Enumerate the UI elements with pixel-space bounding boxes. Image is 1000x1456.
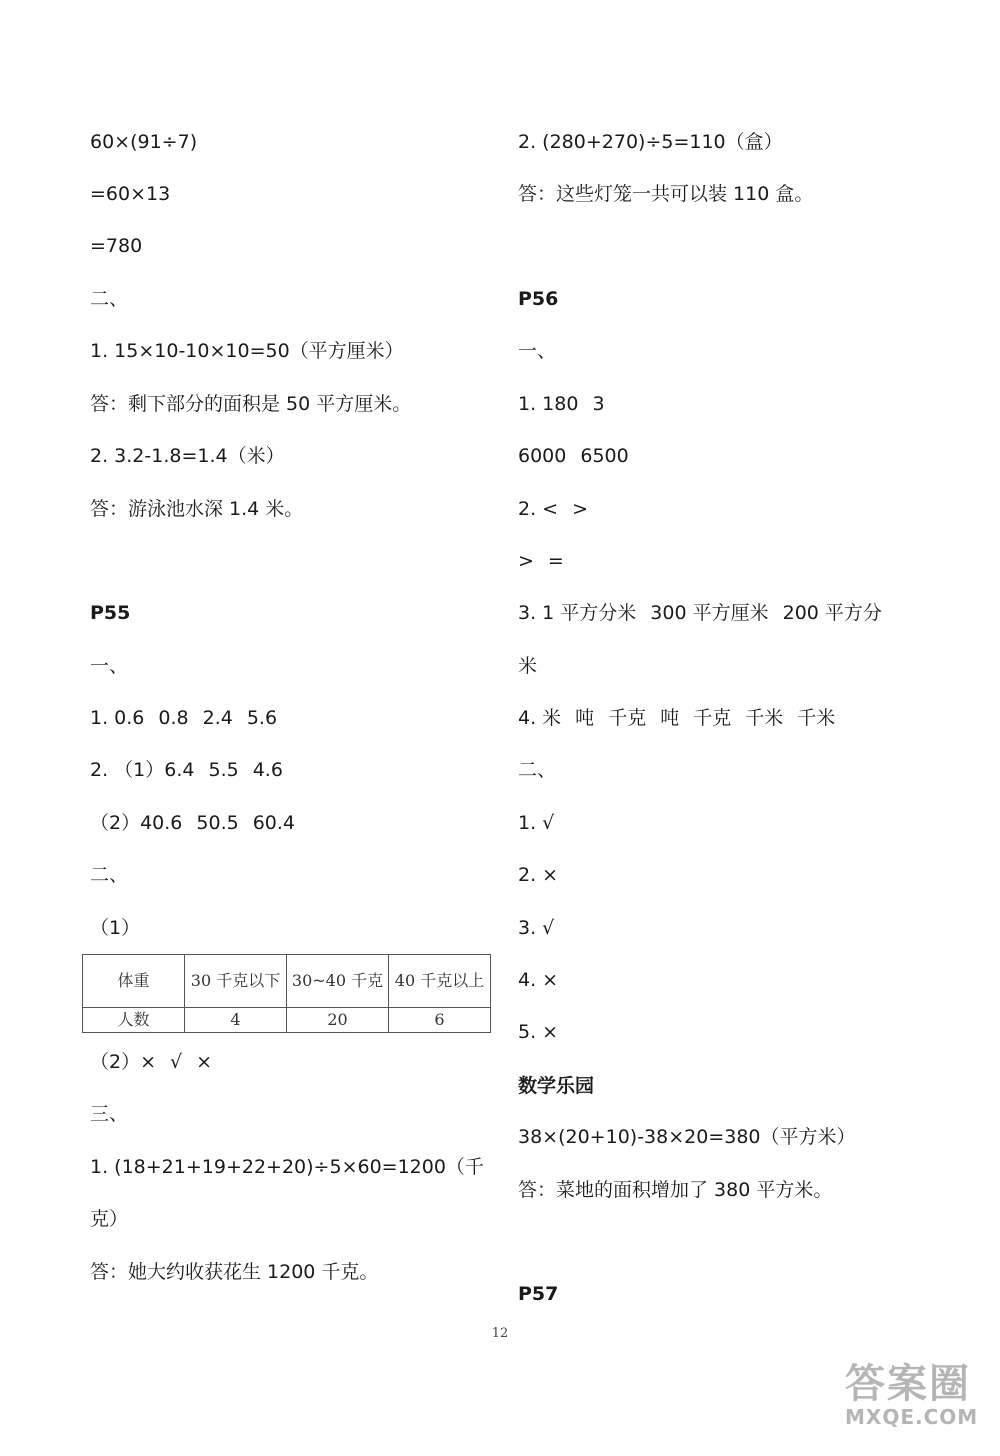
expression-line: 60×(91÷7) (90, 131, 198, 153)
answer-row: 1. 0.6 0.8 2.4 5.6 (90, 707, 278, 729)
page-heading-p55: P55 (90, 602, 131, 624)
table-cell: 体重 (83, 955, 185, 1008)
answer-row: 3. 1 平方分米 300 平方厘米 200 平方分 (518, 602, 882, 624)
section-heading: 二、 (518, 759, 557, 781)
table-cell: 20 (287, 1008, 389, 1033)
equation-line: 2. (280+270)÷5=110（盒） (518, 131, 783, 153)
page-number: 12 (491, 1326, 509, 1341)
answer-row: 1. 180 3 (518, 393, 605, 415)
answer-line: 答：这些灯笼一共可以装 110 盒。 (518, 183, 814, 205)
judgement-item: 1. √ (518, 812, 555, 834)
weight-table (82, 954, 491, 1033)
equation-line: 2. 3.2-1.8=1.4（米） (90, 445, 285, 467)
judgement-item: 3. √ (518, 917, 555, 939)
table-header-row (83, 955, 491, 1008)
judgement-item: 5. × (518, 1021, 559, 1043)
watermark-text: 答案圈 (845, 1361, 971, 1407)
answer-line: 答：游泳池水深 1.4 米。 (90, 498, 304, 520)
answer-row: 2. < > (518, 498, 589, 520)
answer-line: 答：菜地的面积增加了 380 平方米。 (518, 1179, 833, 1201)
section-heading: 三、 (90, 1103, 129, 1125)
watermark-logo (845, 1362, 978, 1428)
answer-row: 6000 6500 (518, 445, 629, 467)
section-heading-math-park: 数学乐园 (518, 1075, 595, 1097)
answer-row: > = (518, 550, 564, 572)
answer-row: （2）× √ × (90, 1051, 213, 1073)
expression-line: =60×13 (90, 183, 171, 205)
equation-line: 1. 15×10-10×10=50（平方厘米） (90, 340, 404, 362)
equation-line: 1. (18+21+19+22+20)÷5×60=1200（千 (90, 1156, 484, 1178)
judgement-item: 4. × (518, 969, 559, 991)
judgement-item: 2. × (518, 864, 559, 886)
table-row (83, 1008, 491, 1033)
section-heading: 二、 (90, 864, 129, 886)
answer-line: 答：剩下部分的面积是 50 平方厘米。 (90, 393, 412, 415)
answer-row: （2）40.6 50.5 60.4 (90, 812, 296, 834)
watermark-url: MXQE.COM (845, 1405, 979, 1429)
table-cell: 人数 (83, 1008, 185, 1033)
answer-line: 答：她大约收获花生 1200 千克。 (90, 1261, 379, 1283)
table-cell: 30 千克以下 (185, 955, 287, 1008)
equation-line: 克） (90, 1208, 129, 1230)
section-heading: 一、 (90, 655, 129, 677)
section-heading: 二、 (90, 288, 129, 310)
table-cell: 4 (185, 1008, 287, 1033)
answer-row: 4. 米 吨 千克 吨 千克 千米 千米 (518, 707, 836, 729)
table-cell: 6 (389, 1008, 491, 1033)
page-heading-p57: P57 (518, 1283, 559, 1305)
expression-line: =780 (90, 235, 143, 257)
section-heading: 一、 (518, 340, 557, 362)
equation-line: 38×(20+10)-38×20=380（平方米） (518, 1126, 856, 1148)
answer-row: 2. （1）6.4 5.5 4.6 (90, 759, 283, 781)
table-cell: 40 千克以上 (389, 955, 491, 1008)
sub-question-label: （1） (90, 917, 141, 939)
page-heading-p56: P56 (518, 288, 559, 310)
answer-continuation: 米 (518, 655, 538, 677)
table-cell: 30~40 千克 (287, 955, 389, 1008)
